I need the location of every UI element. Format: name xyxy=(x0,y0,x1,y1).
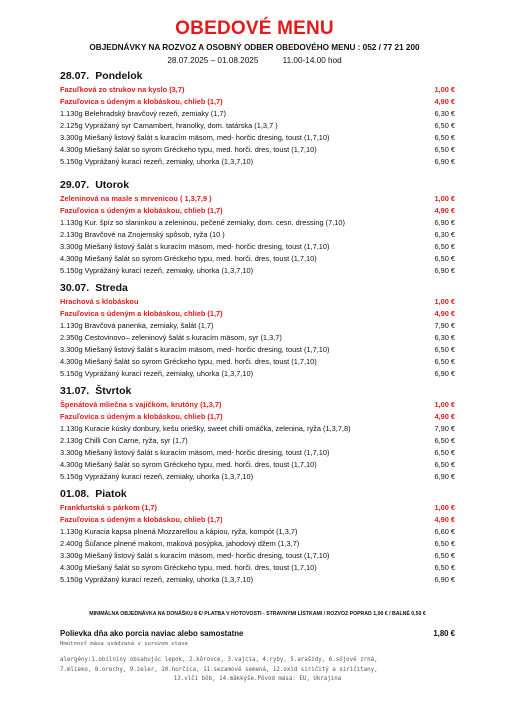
menu-item xyxy=(60,459,455,471)
menu-item xyxy=(60,229,455,241)
minimum-order-note: MINIMÁLNA OBJEDNÁVKA NA DONÁŠKU 8 €/ PLATBA V HOTOVOSTI - STRAVNÝMI LÍSTKAMI / ROZVOZ POPRAD 1,00 € / BALNÉ 0,50 € xyxy=(89,611,426,617)
day-date: 30.07. xyxy=(60,282,90,294)
menu-item xyxy=(60,526,455,538)
date-range: 28.07.2025 – 01.08.2025 xyxy=(167,56,259,65)
soup-item xyxy=(60,205,455,217)
menu-item xyxy=(60,550,455,562)
day-name: Utorok xyxy=(95,179,130,191)
menu-item xyxy=(60,574,455,586)
soup-portion-label: Polievka dňa ako porcia naviac alebo samostatne xyxy=(60,629,244,638)
item-name: Fazuľovica s údeným a klobáskou, chlieb (1,7) xyxy=(60,206,223,215)
menu-item xyxy=(60,320,455,332)
item-price: 6,50 € xyxy=(434,121,455,130)
day-date: 01.08. xyxy=(60,488,90,500)
item-name: 1.130g Kuracie kúsky donbury, kešu oriešky, sweet chilli omáčka, zelenina, ryža (1,3,7,8) xyxy=(60,424,351,433)
item-name: 3.300g Miešaný listový šalát s kuracím mäsom, med- horčic dresing, toust (1,7,10) xyxy=(60,242,330,251)
item-name: 1.130g Kur. špíz so slaninkou a zeleninou, pečené zemiaky, dom. cesn. dressing (7,10) xyxy=(60,218,345,227)
menu-item xyxy=(60,108,455,120)
item-price: 6,30 € xyxy=(434,109,455,118)
day-heading xyxy=(60,178,455,193)
item-price: 6,50 € xyxy=(434,551,455,560)
menu-item xyxy=(60,253,455,265)
menu-item xyxy=(60,368,455,380)
soup-portion-price: 1,80 € xyxy=(433,629,455,638)
item-price: 6,90 € xyxy=(434,218,455,227)
item-price: 6,50 € xyxy=(434,254,455,263)
item-name: 2.130g Chilli Con Carne, ryža, syr (1,7) xyxy=(60,436,188,445)
item-name: Fazuľovica s údeným a klobáskou, chlieb (1,7) xyxy=(60,97,223,106)
day-name: Pondelok xyxy=(95,70,143,82)
menu-item xyxy=(60,332,455,344)
item-name: 5.150g Vyprážaný kurací rezeň, zemiaky, uhorka (1,3,7,10) xyxy=(60,369,254,378)
item-name: 4.300g Miešaný šalát so syrom Gréckeho typu, med. horči. dres, toust (1,7,10) xyxy=(60,254,317,263)
menu-item xyxy=(60,144,455,156)
order-contact: OBJEDNÁVKY NA ROZVOZ A OSOBNÝ ODBER OBEDOVÉHO MENU : 052 / 77 21 200 xyxy=(89,43,420,52)
menu-item xyxy=(60,471,455,483)
soup-item xyxy=(60,96,455,108)
item-price: 6,50 € xyxy=(434,563,455,572)
item-name: 5.150g Vyprážaný kurací rezeň, zemiaky, uhorka (1,3,7,10) xyxy=(60,575,254,584)
item-price: 4,90 € xyxy=(434,412,455,421)
item-name: 3.300g Miešaný listový šalát s kuracím mäsom, med- horčic dresing, toust (1,7,10) xyxy=(60,345,330,354)
day-section xyxy=(60,178,455,277)
item-price: 6,90 € xyxy=(434,266,455,275)
item-price: 6,50 € xyxy=(434,448,455,457)
item-name: Fazuľovica s údeným a klobáskou, chlieb (1,7) xyxy=(60,515,223,524)
day-name: Štvrtok xyxy=(95,385,132,397)
soup-portion-row xyxy=(60,629,455,638)
menu-item xyxy=(60,356,455,368)
item-name: 1.130g Belehradský bravčový rezeň, zemiaky (1,7) xyxy=(60,109,226,118)
menu-item xyxy=(60,120,455,132)
item-name: Fazuľovica s údeným a klobáskou, chlieb (1,7) xyxy=(60,412,223,421)
date-range-line xyxy=(0,56,509,65)
item-name: Špenátová mliečna s vajíčkom, krutóny (1,3,7) xyxy=(60,400,222,409)
item-name: Fazuľovica s údeným a klobáskou, chlieb (1,7) xyxy=(60,309,223,318)
item-price: 4,90 € xyxy=(434,206,455,215)
soup-item xyxy=(60,296,455,308)
item-name: 4.300g Miešaný šalát so syrom Gréckeho typu, med. horči. dres, toust (1,7,10) xyxy=(60,357,317,366)
item-name: 4.300g Miešaný šalát so syrom Gréckeho typu, med. horči. dres, toust (1,7,10) xyxy=(60,460,317,469)
item-price: 6,50 € xyxy=(434,539,455,548)
menu-item xyxy=(60,156,455,168)
item-price: 6,50 € xyxy=(434,345,455,354)
soup-item xyxy=(60,84,455,96)
day-heading xyxy=(60,384,455,399)
item-price: 1,00 € xyxy=(434,503,455,512)
item-name: 4.300g Miešaný šalát so syrom Gréckeho typu, med. horči. dres, toust (1,7,10) xyxy=(60,563,317,572)
soup-item xyxy=(60,502,455,514)
item-price: 6,50 € xyxy=(434,357,455,366)
item-price: 1,00 € xyxy=(434,194,455,203)
menu-item xyxy=(60,562,455,574)
item-price: 6,30 € xyxy=(434,230,455,239)
menu-item xyxy=(60,447,455,459)
menu-title: OBEDOVÉ MENU xyxy=(175,18,334,39)
item-price: 6,50 € xyxy=(434,133,455,142)
menu-item xyxy=(60,538,455,550)
item-price: 4,90 € xyxy=(434,97,455,106)
menu-item xyxy=(60,217,455,229)
menu-item xyxy=(60,265,455,277)
soup-item xyxy=(60,411,455,423)
menu-item xyxy=(60,423,455,435)
day-name: Streda xyxy=(95,282,128,294)
day-heading xyxy=(60,69,455,84)
item-name: Fazuľková zo strukov na kyslo (3,7) xyxy=(60,85,185,94)
day-section xyxy=(60,69,455,168)
item-price: 6,30 € xyxy=(434,333,455,342)
item-price: 7,90 € xyxy=(434,321,455,330)
item-name: 2.130g Bravčové na Znojemský spôsob, ryža (10 ) xyxy=(60,230,225,239)
soup-item xyxy=(60,308,455,320)
item-price: 7,90 € xyxy=(434,424,455,433)
item-name: 3.300g Miešaný listový šalát s kuracím mäsom, med- horčic dresing, toust (1,7,10) xyxy=(60,448,330,457)
item-price: 1,00 € xyxy=(434,400,455,409)
item-name: Frankfurtská s párkom (1,7) xyxy=(60,503,157,512)
item-price: 4,90 € xyxy=(434,309,455,318)
item-name: 1.130g Bravčová panenka, zemiaky, šalát (1,7) xyxy=(60,321,214,330)
soup-item xyxy=(60,399,455,411)
soup-item xyxy=(60,193,455,205)
item-name: 4.300g Miešaný šalát so syrom Gréckeho typu, med. horči. dres, toust (1,7,10) xyxy=(60,145,317,154)
item-price: 6,90 € xyxy=(434,575,455,584)
day-heading xyxy=(60,281,455,296)
allergen-line: 7.mlieko, 8.orechy, 9.zeler, 10.horčica, 11.sezamové semená, 12.oxid siričitý a siričitany, xyxy=(60,666,378,673)
day-date: 29.07. xyxy=(60,179,90,191)
opening-hours: 11.00-14.00 hod xyxy=(282,56,342,65)
item-name: 2.400g Šúľance plnené makom, maková posýpka, jahodový džem (1,3,7) xyxy=(60,539,300,548)
item-name: Zeleninová na masle s mrvenicou ( 1,3,7,9 ) xyxy=(60,194,212,203)
menu-item xyxy=(60,435,455,447)
item-name: 5.150g Vyprážaný kurací rezeň, zemiaky, uhorka (1,3,7,10) xyxy=(60,472,254,481)
day-section xyxy=(60,281,455,380)
allergen-line: alergény:1.obilniny obsahujúc lepok, 2.kôrovce, 3.vajcia, 4.ryby, 5.arašidy, 6.sójové zrná, xyxy=(60,657,378,663)
day-heading xyxy=(60,487,455,502)
item-price: 4,90 € xyxy=(434,515,455,524)
day-section xyxy=(60,384,455,483)
menu-item xyxy=(60,132,455,144)
item-price: 6,90 € xyxy=(434,472,455,481)
item-name: 3.300g Miešaný listový šalát s kuracím mäsom, med- horčic dresing, toust (1,7,10) xyxy=(60,551,330,560)
menu-item xyxy=(60,344,455,356)
item-price: 1,00 € xyxy=(434,85,455,94)
item-name: 5.150g Vyprážaný kurací rezeň, zemiaky, uhorka (1,3,7,10) xyxy=(60,266,254,275)
allergen-list xyxy=(60,656,455,685)
item-price: 6,90 € xyxy=(434,157,455,166)
soup-item xyxy=(60,514,455,526)
item-price: 6,50 € xyxy=(434,145,455,154)
item-price: 6,50 € xyxy=(434,242,455,251)
item-name: 5.150g Vyprážaný kurací rezeň, zemiaky, uhorka (1,3,7,10) xyxy=(60,157,254,166)
day-section xyxy=(60,487,455,586)
item-price: 6,60 € xyxy=(434,527,455,536)
allergen-line: 13.vlčí bôb, 14.mäkkýše.Pôvod mäsa: EU, Ukrajina xyxy=(173,676,342,682)
item-name: 1.130g Kuracia kapsa plnená Mozzarellou a kápiou, ryža, kompót (1,3,7) xyxy=(60,527,298,536)
weight-note: Hmotnosť mäsa uvádzaná v surovom stave xyxy=(60,641,188,647)
day-date: 31.07. xyxy=(60,385,90,397)
item-price: 6,50 € xyxy=(434,436,455,445)
item-name: 2.350g Cestovinovo– zeleninový šalát s kuracím mäsom, syr (1,3,7) xyxy=(60,333,282,342)
menu-item xyxy=(60,241,455,253)
day-date: 28.07. xyxy=(60,70,90,82)
item-name: 2.125g Vyprážaný syr Camambert, hranolky, dom. tatárska (1,3,7 ) xyxy=(60,121,278,130)
item-price: 6,50 € xyxy=(434,460,455,469)
item-price: 6,90 € xyxy=(434,369,455,378)
item-name: 3.300g Miešaný listový šalát s kuracím mäsom, med- horčic dresing, toust (1,7,10) xyxy=(60,133,330,142)
item-price: 1,00 € xyxy=(434,297,455,306)
day-name: Piatok xyxy=(95,488,127,500)
item-name: Hrachová s klobáskou xyxy=(60,297,139,306)
